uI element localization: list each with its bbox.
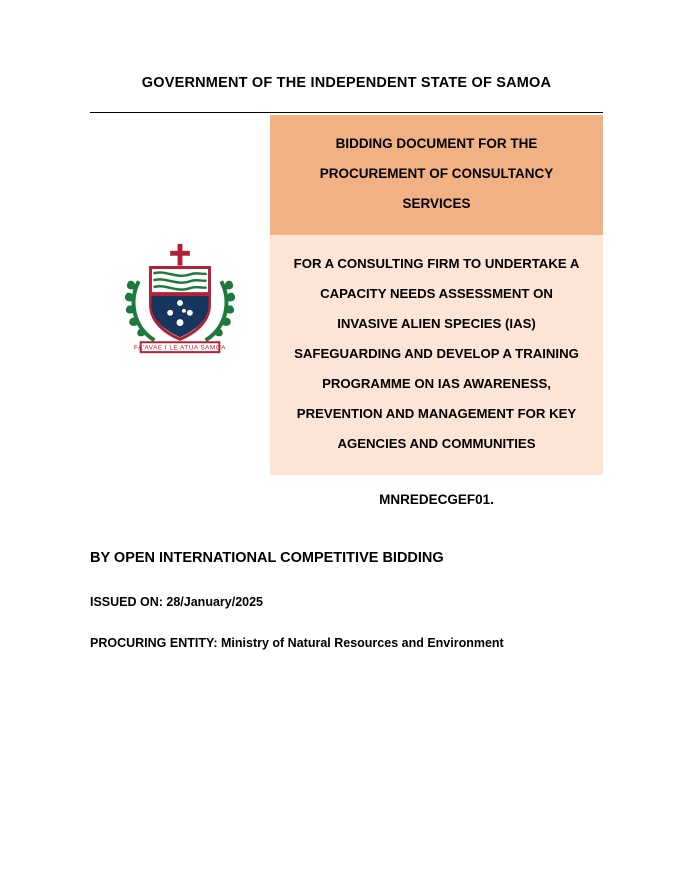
description-line: PREVENTION AND MANAGEMENT FOR KEY [296,406,577,421]
reference-number: MNREDECGEF01. [379,492,494,507]
assignment-description-band [270,235,603,475]
description-line: AGENCIES AND COMMUNITIES [337,436,536,451]
svg-text:FA'AVAE I LE ATUA SAMOA: FA'AVAE I LE ATUA SAMOA [134,344,226,352]
title-line: BIDDING DOCUMENT FOR THE [335,136,538,151]
description-line: CAPACITY NEEDS ASSESSMENT ON [320,286,553,301]
header-divider [90,112,603,113]
page-title: GOVERNMENT OF THE INDEPENDENT STATE OF SAMOA [141,75,552,91]
title-line: PROCUREMENT OF CONSULTANCY [319,166,554,181]
procuring-entity: PROCURING ENTITY: Ministry of Natural Resources and Environment [90,636,504,650]
title-content-block [90,115,603,523]
crest-cell [90,115,270,358]
description-line: FOR A CONSULTING FIRM TO UNDERTAKE A [293,256,580,271]
bidding-document-band [270,115,603,235]
description-line: INVASIVE ALIEN SPECIES (IAS) [337,316,536,331]
samoa-coat-of-arms-icon [121,240,239,358]
title-text-cell [270,115,603,523]
bidding-method: BY OPEN INTERNATIONAL COMPETITIVE BIDDING [90,550,444,566]
description-line: PROGRAMME ON IAS AWARENESS, [322,376,551,391]
reference-number-band [270,475,603,523]
title-line: SERVICES [402,196,471,211]
description-line: SAFEGUARDING AND DEVELOP A TRAINING [294,346,579,361]
issued-on: ISSUED ON: 28/January/2025 [90,595,263,609]
